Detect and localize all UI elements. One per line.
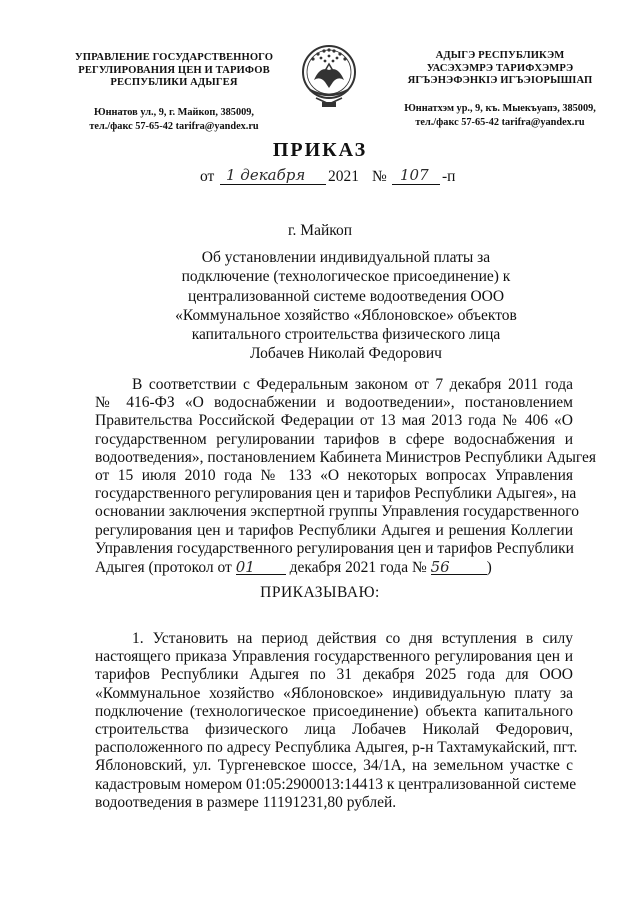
order-year: 2021 (328, 168, 359, 185)
coat-of-arms-icon (300, 40, 358, 110)
subject-line: капитального строительства физического лица (191, 326, 501, 344)
paragraph-line: расположенного по адресу Республика Адыгея, р-н Тахтамукайский, пгт. (95, 739, 578, 757)
paragraph-line: государственного регулирования цен и тарифов Республики Адыгея», на (95, 485, 577, 503)
paragraph-line-last: водоотведения в размере 11191231,80 рублей. (95, 793, 397, 811)
org-address-ady (380, 102, 620, 130)
paragraph-line: «Коммунальное хозяйство «Яблоновское» индивидуальную плату за (95, 684, 573, 702)
protocol-prefix: Адыгея (протокол от (95, 559, 232, 577)
paragraph-line: подключение (технологическое присоединение) объекта капитального (95, 702, 573, 720)
paragraph-line: Яблоновский, ул. Тургеневское шоссе, 34/1А, на земельном участке с (95, 757, 573, 775)
protocol-middle: декабря 2021 года № (289, 559, 427, 577)
orders-heading: ПРИКАЗЫВАЮ: (260, 584, 380, 601)
handwritten-number: 107 (400, 166, 429, 184)
date-prefix: от (200, 168, 215, 185)
order-item-1 (95, 630, 578, 812)
subject-line: «Коммунальное хозяйство «Яблоновское» объектов (175, 306, 517, 324)
org-address-ru (58, 106, 290, 134)
paragraph-line: В соответствии с Федеральным законом от 7 декабря 2011 года (132, 376, 573, 393)
header-right (380, 50, 620, 130)
paragraph-line: Управления государственного регулирования цен и тарифов Республики (95, 539, 574, 557)
subject-line: Об установлении индивидуальной платы за (201, 249, 491, 266)
document-title: ПРИКАЗ (272, 139, 368, 161)
org-name-line: УАСЭХЭМРЭ ТАРИФХЭМРЭ (426, 62, 574, 74)
paragraph-line: кадастровым номером 01:05:2900013:14413 к централизованной системе (95, 775, 577, 793)
number-suffix: -п (442, 168, 456, 185)
order-subject (160, 248, 532, 364)
paragraph-line: тарифов Республики Адыгея по 31 декабря 2025 года для ООО (95, 666, 573, 684)
org-name-line: РЕГУЛИРОВАНИЯ ЦЕН И ТАРИФОВ (78, 64, 270, 76)
subject-line: централизованной системе водоотведения ООО (187, 287, 505, 305)
paragraph-line: 1. Установить на период действия со дня вступления в силу (132, 630, 573, 647)
paragraph-line: водоотведения», постановлением Кабинета Министров Республики Адыгея (95, 448, 597, 466)
paragraph-line-last (95, 558, 573, 577)
paragraph-line: государственном регулировании тарифов в сфере водоснабжения и (95, 430, 573, 448)
address-line: Юннатхэм ур., 9, къ. Мыекъуапэ, 385009, (404, 102, 596, 114)
paragraph-line: основании заключения экспертной группы Управления государственного (95, 503, 580, 521)
org-name-ru (58, 52, 290, 90)
handwritten-date: 1 декабря (226, 166, 306, 184)
org-name-line: РЕСПУБЛИКИ АДЫГЕЯ (110, 77, 238, 89)
address-line: Юннатов ул., 9, г. Майкоп, 385009, (94, 106, 254, 118)
org-name-line: АДЫГЭ РЕСПУБЛИКЭМ (435, 50, 565, 61)
contacts-line: тел./факс 57-65-42 tarifra@yandex.ru (89, 120, 259, 132)
org-name-line: ЯГЪЭНЭФЭНКIЭ ИГЪЭIОРЫШIАП (407, 75, 593, 87)
number-sign: № (372, 168, 387, 185)
handwritten-protocol-day: 01 (236, 558, 286, 575)
paragraph-line: Правительства Российской Федерации от 13 мая 2013 года № 406 «О (95, 412, 573, 430)
protocol-close: ) (486, 559, 492, 577)
city: г. Майкоп (287, 222, 353, 239)
subject-line: подключение (технологическое присоединение) к (181, 268, 511, 286)
paragraph-line: строительства физического лица Лобачев Николай Федорович, (95, 721, 573, 739)
header-left (58, 52, 290, 134)
org-name-line: УПРАВЛЕНИЕ ГОСУДАРСТВЕННОГО (74, 52, 274, 63)
paragraph-line: № 416-ФЗ «О водоснабжении и водоотведении», постановлением (95, 394, 573, 412)
paragraph-line: регулирования цен и тарифов Республики Адыгея и решения Коллегии (95, 521, 573, 539)
org-name-ady (380, 50, 620, 88)
preamble-paragraph (95, 376, 597, 577)
paragraph-line: от 15 июля 2010 года № 133 «О некоторых вопросах Управления (95, 467, 573, 485)
handwritten-protocol-number: 56 (431, 558, 487, 575)
paragraph-line: настоящего приказа Управления государственного регулирования цен и (95, 648, 573, 666)
contacts-line: тел./факс 57-65-42 tarifra@yandex.ru (415, 116, 585, 128)
subject-line: Лобачев Николай Федорович (250, 345, 442, 363)
